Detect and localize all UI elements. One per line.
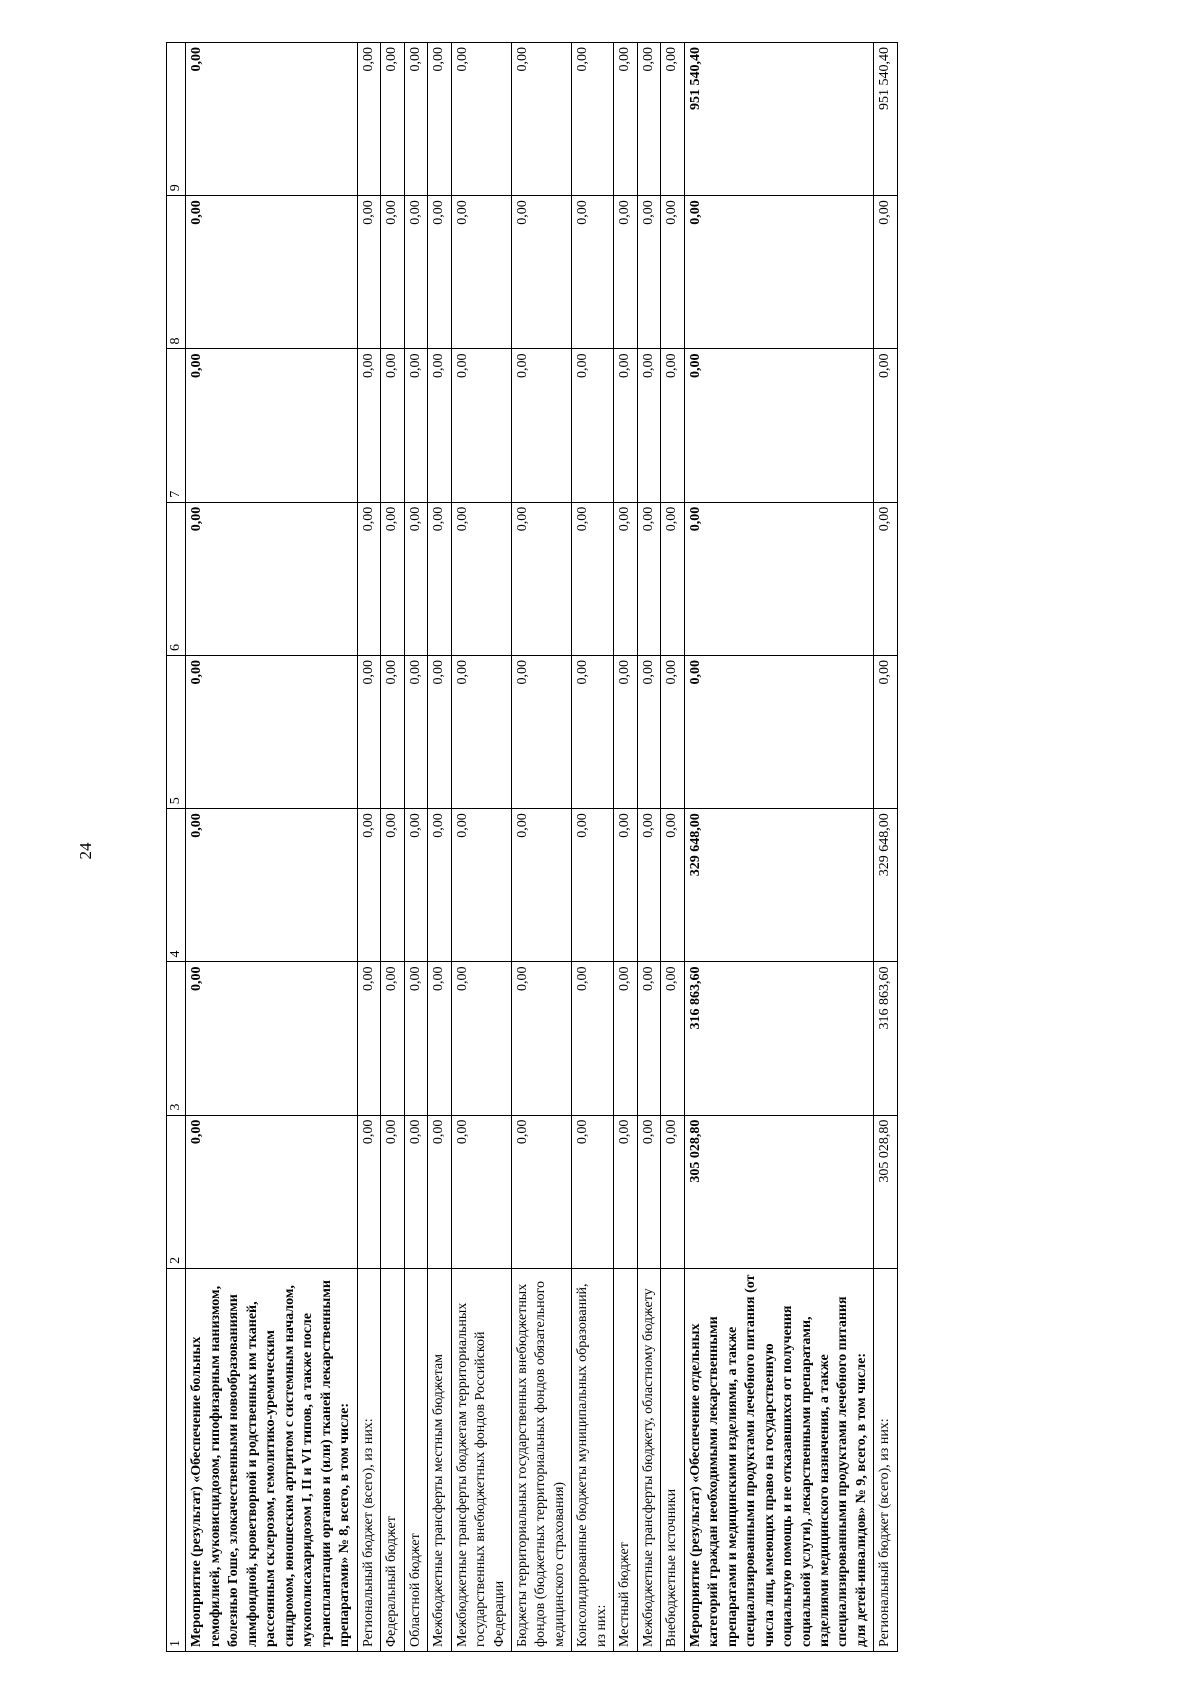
row-value-col-7: 0,00 <box>186 349 357 502</box>
row-value-col-6: 0,00 <box>381 502 404 655</box>
row-value-col-3: 0,00 <box>661 962 684 1115</box>
row-value-col-8: 0,00 <box>637 196 660 349</box>
table-row <box>381 43 404 1652</box>
row-label: Федеральный бюджет <box>381 1268 404 1651</box>
budget-table <box>166 42 898 1652</box>
row-value-col-5: 0,00 <box>684 655 874 808</box>
column-number-4: 4 <box>167 809 186 962</box>
row-label: Региональный бюджет (всего), из них: <box>874 1268 897 1651</box>
row-value-col-9: 951 540,40 <box>874 43 897 196</box>
row-value-col-6: 0,00 <box>874 502 897 655</box>
row-value-col-8: 0,00 <box>451 196 511 349</box>
row-value-col-9: 0,00 <box>451 43 511 196</box>
row-value-col-7: 0,00 <box>451 349 511 502</box>
column-number-1: 1 <box>167 1268 186 1651</box>
table-row <box>511 43 571 1652</box>
row-value-col-7: 0,00 <box>572 349 614 502</box>
row-value-col-3: 0,00 <box>511 962 571 1115</box>
row-value-col-8: 0,00 <box>661 196 684 349</box>
table-row <box>451 43 511 1652</box>
row-value-col-4: 0,00 <box>428 809 451 962</box>
row-label: Бюджеты территориальных государственных внебюджетных фондов (бюджетных территориальных фондов обязательного медицинского страхования) <box>511 1268 571 1651</box>
row-value-col-4: 0,00 <box>381 809 404 962</box>
row-value-col-5: 0,00 <box>357 655 380 808</box>
row-value-col-2: 0,00 <box>637 1115 660 1268</box>
column-number-row <box>167 43 186 1652</box>
column-number-3: 3 <box>167 962 186 1115</box>
row-value-col-2: 0,00 <box>572 1115 614 1268</box>
table-row <box>874 43 897 1652</box>
row-value-col-2: 0,00 <box>186 1115 357 1268</box>
row-label: Мероприятие (результат) «Обеспечение отдельных категорий граждан необходимыми лекарственными препаратами и медицинскими изделиями, а также специализированными продуктами лечебного питания (от числа лиц, имеющих право на государственную социальную помощь и не отказавшихся от получения социальной услуги), лекарственными препаратами, изделиями медицинского назначения, а также специализированными продуктами лечебного питания для детей-инвалидов» № 9, всего, в том числе: <box>684 1268 874 1651</box>
row-value-col-7: 0,00 <box>874 349 897 502</box>
row-label: Межбюджетные трансферты местным бюджетам <box>428 1268 451 1651</box>
row-value-col-7: 0,00 <box>637 349 660 502</box>
row-value-col-2: 0,00 <box>451 1115 511 1268</box>
row-value-col-7: 0,00 <box>614 349 637 502</box>
row-value-col-5: 0,00 <box>428 655 451 808</box>
row-value-col-4: 0,00 <box>357 809 380 962</box>
row-value-col-7: 0,00 <box>684 349 874 502</box>
row-label: Местный бюджет <box>614 1268 637 1651</box>
row-value-col-9: 0,00 <box>637 43 660 196</box>
row-value-col-6: 0,00 <box>572 502 614 655</box>
row-value-col-2: 0,00 <box>381 1115 404 1268</box>
row-value-col-6: 0,00 <box>451 502 511 655</box>
row-value-col-2: 0,00 <box>404 1115 427 1268</box>
row-value-col-2: 0,00 <box>357 1115 380 1268</box>
row-value-col-6: 0,00 <box>428 502 451 655</box>
row-value-col-9: 0,00 <box>381 43 404 196</box>
row-value-col-7: 0,00 <box>511 349 571 502</box>
table-row <box>637 43 660 1652</box>
row-label: Внебюджетные источники <box>661 1268 684 1651</box>
row-value-col-2: 305 028,80 <box>684 1115 874 1268</box>
row-value-col-2: 0,00 <box>614 1115 637 1268</box>
row-value-col-9: 0,00 <box>511 43 571 196</box>
column-number-2: 2 <box>167 1115 186 1268</box>
table-row <box>428 43 451 1652</box>
row-value-col-4: 329 648,00 <box>874 809 897 962</box>
row-label: Региональный бюджет (всего), из них: <box>357 1268 380 1651</box>
row-value-col-9: 0,00 <box>404 43 427 196</box>
row-value-col-5: 0,00 <box>186 655 357 808</box>
row-value-col-3: 0,00 <box>572 962 614 1115</box>
row-value-col-9: 0,00 <box>357 43 380 196</box>
table-row <box>614 43 637 1652</box>
row-value-col-2: 305 028,80 <box>874 1115 897 1268</box>
table-row <box>186 43 357 1652</box>
row-value-col-4: 0,00 <box>637 809 660 962</box>
row-value-col-3: 0,00 <box>357 962 380 1115</box>
row-value-col-3: 0,00 <box>381 962 404 1115</box>
row-value-col-3: 316 863,60 <box>684 962 874 1115</box>
row-value-col-2: 0,00 <box>511 1115 571 1268</box>
row-value-col-5: 0,00 <box>451 655 511 808</box>
row-value-col-4: 0,00 <box>614 809 637 962</box>
row-value-col-8: 0,00 <box>428 196 451 349</box>
row-value-col-6: 0,00 <box>637 502 660 655</box>
row-value-col-9: 951 540,40 <box>684 43 874 196</box>
row-value-col-6: 0,00 <box>511 502 571 655</box>
table-body <box>186 43 897 1652</box>
column-number-6: 6 <box>167 502 186 655</box>
row-value-col-7: 0,00 <box>404 349 427 502</box>
row-value-col-4: 329 648,00 <box>684 809 874 962</box>
table-row <box>572 43 614 1652</box>
row-value-col-6: 0,00 <box>186 502 357 655</box>
row-label: Мероприятие (результат) «Обеспечение больных гемофилией, муковисцидозом, гипофизарным нанизмом, болезнью Гоше, злокачественными новообразованиями лимфоидной, кроветворной и родственных им тканей, рассеянным склерозом, гемолитико-уремическим синдромом, юношеским артритом с системным началом, мукополисахаридозом I, II и VI типов, а также после трансплантации органов и (или) тканей лекарственными препаратами» № 8, всего, в том числе: <box>186 1268 357 1651</box>
row-value-col-4: 0,00 <box>661 809 684 962</box>
row-value-col-3: 0,00 <box>614 962 637 1115</box>
row-value-col-8: 0,00 <box>381 196 404 349</box>
row-value-col-8: 0,00 <box>357 196 380 349</box>
row-value-col-8: 0,00 <box>572 196 614 349</box>
row-value-col-9: 0,00 <box>572 43 614 196</box>
row-value-col-5: 0,00 <box>511 655 571 808</box>
column-number-9: 9 <box>167 43 186 196</box>
table-row <box>404 43 427 1652</box>
row-value-col-9: 0,00 <box>614 43 637 196</box>
row-value-col-8: 0,00 <box>404 196 427 349</box>
row-value-col-9: 0,00 <box>661 43 684 196</box>
row-value-col-2: 0,00 <box>661 1115 684 1268</box>
row-value-col-4: 0,00 <box>451 809 511 962</box>
row-value-col-6: 0,00 <box>404 502 427 655</box>
row-value-col-8: 0,00 <box>874 196 897 349</box>
page-number: 24 <box>76 842 95 860</box>
row-value-col-3: 0,00 <box>637 962 660 1115</box>
row-value-col-8: 0,00 <box>614 196 637 349</box>
row-value-col-7: 0,00 <box>381 349 404 502</box>
row-label: Консолидированные бюджеты муниципальных образований, из них: <box>572 1268 614 1651</box>
row-value-col-7: 0,00 <box>428 349 451 502</box>
row-value-col-6: 0,00 <box>661 502 684 655</box>
row-value-col-7: 0,00 <box>357 349 380 502</box>
budget-table-container <box>166 42 1016 1652</box>
row-value-col-5: 0,00 <box>381 655 404 808</box>
row-value-col-9: 0,00 <box>428 43 451 196</box>
table-row <box>357 43 380 1652</box>
row-value-col-3: 316 863,60 <box>874 962 897 1115</box>
row-value-col-4: 0,00 <box>404 809 427 962</box>
table-row <box>684 43 874 1652</box>
row-value-col-5: 0,00 <box>404 655 427 808</box>
row-value-col-3: 0,00 <box>428 962 451 1115</box>
row-label: Межбюджетные трансферты бюджету, областному бюджету <box>637 1268 660 1651</box>
row-value-col-5: 0,00 <box>637 655 660 808</box>
column-number-8: 8 <box>167 196 186 349</box>
row-label: Областной бюджет <box>404 1268 427 1651</box>
table-row <box>661 43 684 1652</box>
row-value-col-7: 0,00 <box>661 349 684 502</box>
row-value-col-5: 0,00 <box>874 655 897 808</box>
row-value-col-4: 0,00 <box>186 809 357 962</box>
row-value-col-8: 0,00 <box>684 196 874 349</box>
row-value-col-2: 0,00 <box>428 1115 451 1268</box>
row-value-col-3: 0,00 <box>451 962 511 1115</box>
row-value-col-6: 0,00 <box>684 502 874 655</box>
row-value-col-3: 0,00 <box>404 962 427 1115</box>
row-value-col-5: 0,00 <box>614 655 637 808</box>
row-value-col-5: 0,00 <box>572 655 614 808</box>
row-value-col-9: 0,00 <box>186 43 357 196</box>
row-value-col-4: 0,00 <box>511 809 571 962</box>
row-value-col-8: 0,00 <box>511 196 571 349</box>
column-number-5: 5 <box>167 655 186 808</box>
row-label: Межбюджетные трансферты бюджетам территориальных государственных внебюджетных фондов Российской Федерации <box>451 1268 511 1651</box>
row-value-col-5: 0,00 <box>661 655 684 808</box>
row-value-col-6: 0,00 <box>614 502 637 655</box>
row-value-col-3: 0,00 <box>186 962 357 1115</box>
row-value-col-6: 0,00 <box>357 502 380 655</box>
column-number-7: 7 <box>167 349 186 502</box>
row-value-col-8: 0,00 <box>186 196 357 349</box>
row-value-col-4: 0,00 <box>572 809 614 962</box>
